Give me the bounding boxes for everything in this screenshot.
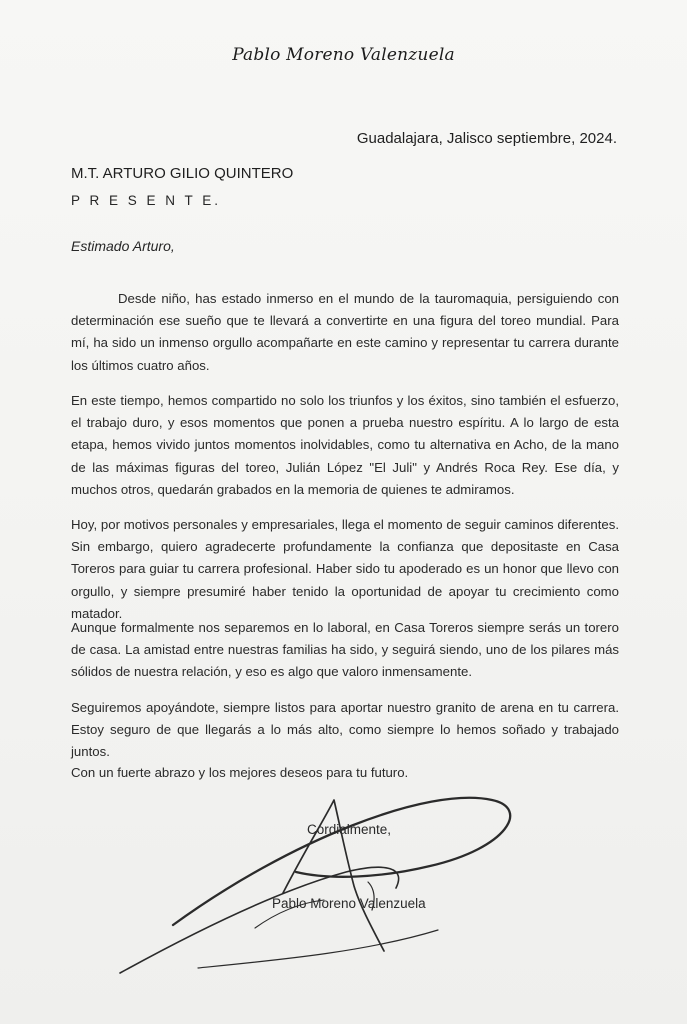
letterhead-name: Pablo Moreno Valenzuela — [232, 45, 455, 65]
place-date: Guadalajara, Jalisco septiembre, 2024. — [356, 130, 617, 147]
signer-name: Pablo Moreno Valenzuela — [272, 896, 426, 911]
paragraph-1: Desde niño, has estado inmerso en el mundo de la tauromaquia, persiguiendo con determinación ese sueño que te llevará a convertirte en una figura del toreo mundial. Para mí, ha sido un inmenso orgullo acompañarte en este camino y representar tu carrera durante los últimos cuatro años. — [71, 291, 619, 373]
paragraph-5: Seguiremos apoyándote, siempre listos para aportar nuestro granito de arena en tu carrera. Estoy seguro de que llegarás a lo más alto, como siempre lo hemos soñado y trabajado juntos. — [71, 700, 619, 760]
paragraph-2: En este tiempo, hemos compartido no solo los triunfos y los éxitos, sino también el esfuerzo, el trabajo duro, y esos momentos que ponen a prueba nuestro espíritu. A lo largo de esta etapa, hemos vivido juntos momentos inolvidables, como tu alternativa en Acho, de la mano de las máximas figuras del toreo, Julián López "El Juli" y Andrés Roca Rey. Ese día, y muchos otros, quedarán grabados en la memoria de quienes te admiramos. — [71, 393, 619, 497]
paragraph-6: Con un fuerte abrazo y los mejores deseos para tu futuro. — [71, 765, 409, 780]
salutation: Estimado Arturo, — [71, 238, 175, 254]
closing: Cordialmente, — [307, 822, 392, 837]
paragraph-4: Aunque formalmente nos separemos en lo laboral, en Casa Toreros siempre serás un torero de casa. La amistad entre nuestras familias ha sido, y seguirá siendo, uno de los pilares más sólidos de nuestra relación, y eso es algo que valoro inmensamente. — [71, 620, 619, 680]
handwritten-signature — [110, 770, 530, 980]
recipient-name: M.T. ARTURO GILIO QUINTERO — [71, 165, 294, 182]
paragraph-3: Hoy, por motivos personales y empresariales, llega el momento de seguir caminos diferentes. Sin embargo, quiero agradecerte profundamente la confianza que depositaste en Casa Toreros para guiar tu carrera profesional. Haber sido tu apoderado es un honor que llevo con orgullo, y siempre presumiré haber tenido la oportunidad de apoyar tu crecimiento como matador. — [71, 517, 619, 621]
presente-line: P R E S E N T E. — [71, 193, 222, 208]
